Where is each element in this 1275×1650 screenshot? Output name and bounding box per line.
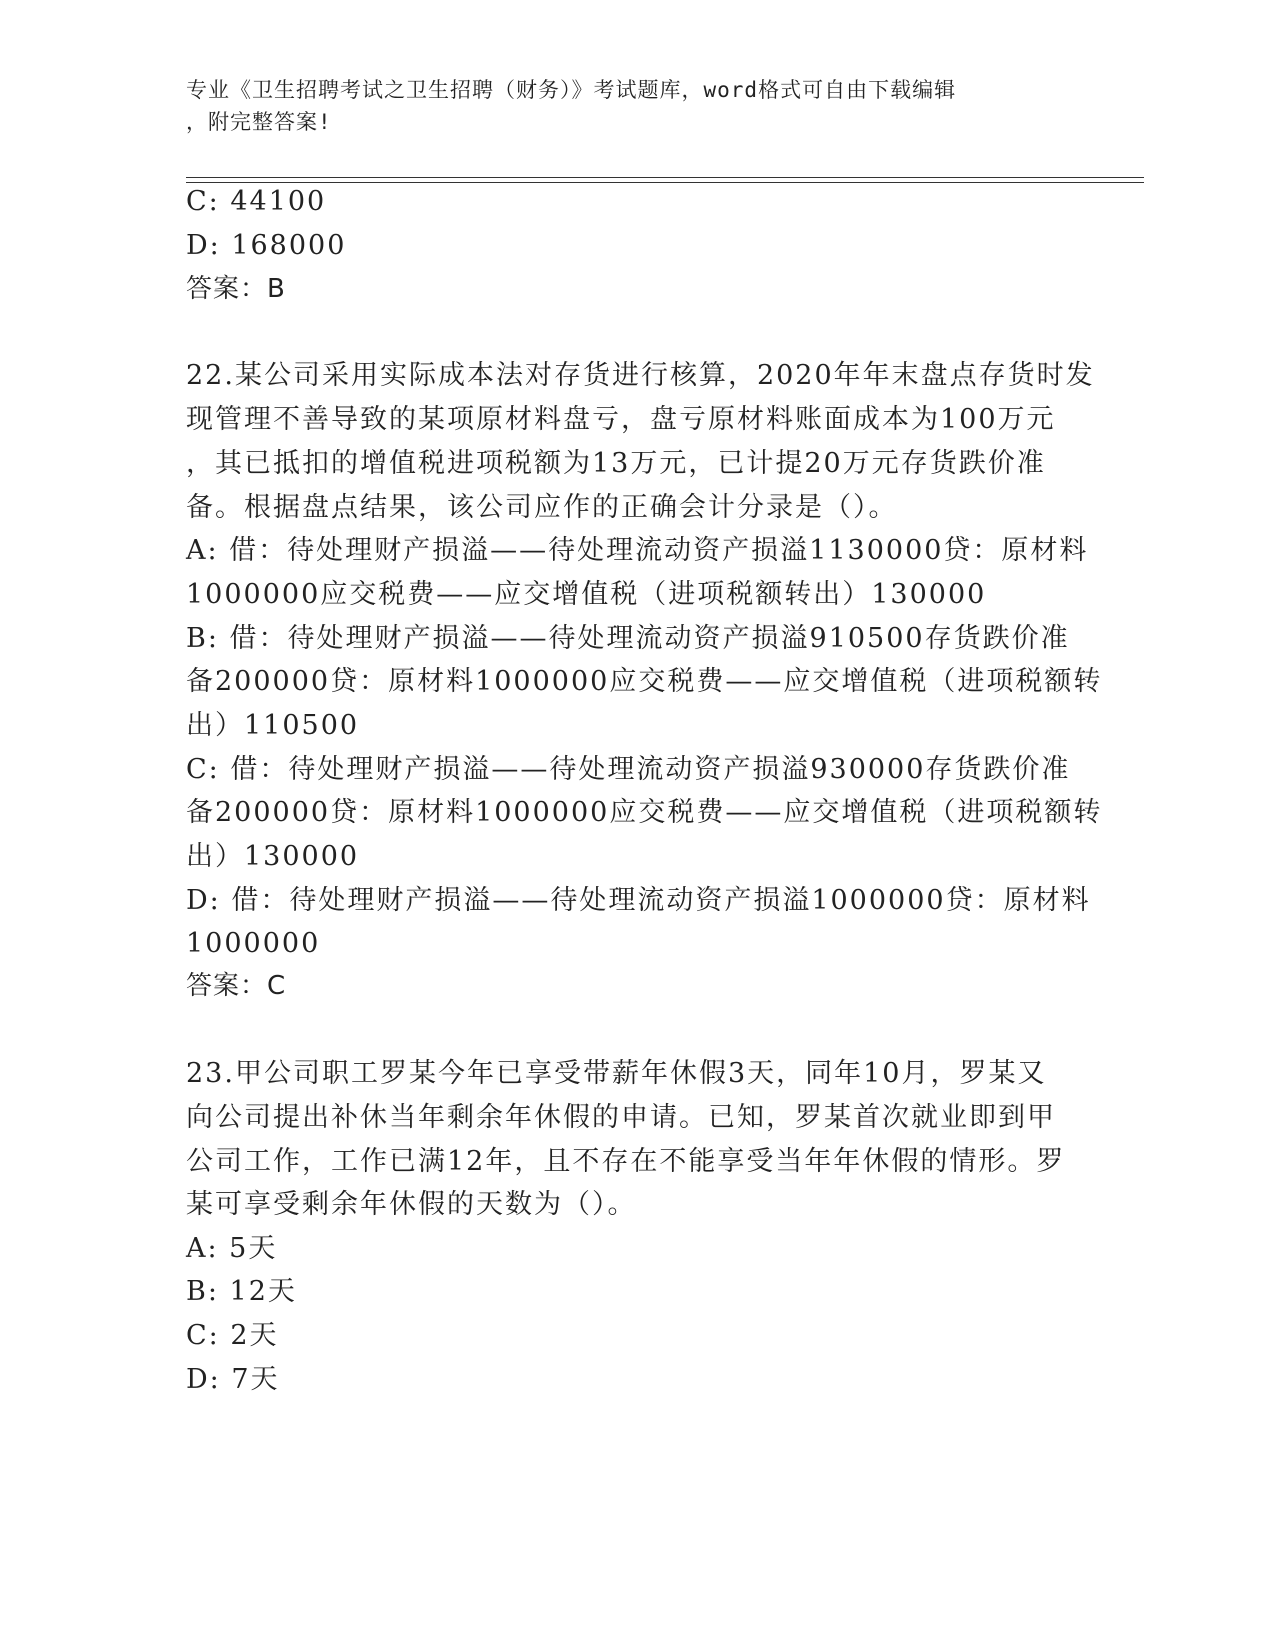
option-c-continued: 出）130000 — [186, 841, 360, 872]
answer-line: 答案：B — [186, 274, 286, 304]
question-stem-line: 某可享受剩余年休假的天数为（）。 — [186, 1189, 637, 1220]
question-stem-line: 23.甲公司职工罗某今年已享受带薪年休假3天，同年10月，罗某又 — [186, 1058, 1047, 1089]
question-stem-line: 向公司提出补休当年剩余年休假的申请。已知，罗某首次就业即到甲 — [186, 1102, 1056, 1133]
header-title-line-2: ，附完整答案! — [186, 110, 332, 134]
option-c: C: 借：待处理财产损溢——待处理流动资产损溢930000存货跌价准 — [186, 754, 1071, 785]
option-d: D: 借：待处理财产损溢——待处理流动资产损溢1000000贷：原材料 — [186, 885, 1091, 916]
option-b: B: 12天 — [186, 1276, 297, 1307]
header-title-line-1: 专业《卫生招聘考试之卫生招聘（财务）》考试题库，word格式可自由下载编辑 — [186, 78, 957, 102]
question-stem-line: 现管理不善导致的某项原材料盘亏，盘亏原材料账面成本为100万元 — [186, 404, 1056, 435]
question-stem-line: 公司工作，工作已满12年，且不存在不能享受当年年休假的情形。罗 — [186, 1146, 1066, 1177]
option-c-continued: 备200000贷：原材料1000000应交税费——应交增值税（进项税额转 — [186, 797, 1103, 828]
option-d-continued: 1000000 — [186, 928, 321, 959]
option-c: C: 44100 — [186, 186, 327, 217]
answer-line: 答案：C — [186, 971, 287, 1001]
option-b-continued: 出）110500 — [186, 710, 360, 741]
header-divider-top — [186, 177, 1144, 178]
question-stem-line: ，其已抵扣的增值税进项税额为13万元，已计提20万元存货跌价准 — [186, 448, 1046, 479]
page-header — [186, 74, 1066, 138]
option-a: A: 借：待处理财产损溢——待处理流动资产损溢1130000贷：原材料 — [186, 535, 1089, 566]
option-d: D: 7天 — [186, 1364, 280, 1395]
option-b: B: 借：待处理财产损溢——待处理流动资产损溢910500存货跌价准 — [186, 623, 1070, 654]
option-a: A: 5天 — [186, 1233, 278, 1264]
option-b-continued: 备200000贷：原材料1000000应交税费——应交增值税（进项税额转 — [186, 666, 1103, 697]
question-stem-line: 备。根据盘点结果，该公司应作的正确会计分录是（）。 — [186, 492, 898, 523]
option-a-continued: 1000000应交税费——应交增值税（进项税额转出）130000 — [186, 579, 987, 610]
header-divider-bottom — [186, 182, 1144, 183]
question-stem-line: 22.某公司采用实际成本法对存货进行核算，2020年年末盘点存货时发 — [186, 360, 1095, 391]
option-d: D: 168000 — [186, 230, 347, 261]
option-c: C: 2天 — [186, 1320, 279, 1351]
